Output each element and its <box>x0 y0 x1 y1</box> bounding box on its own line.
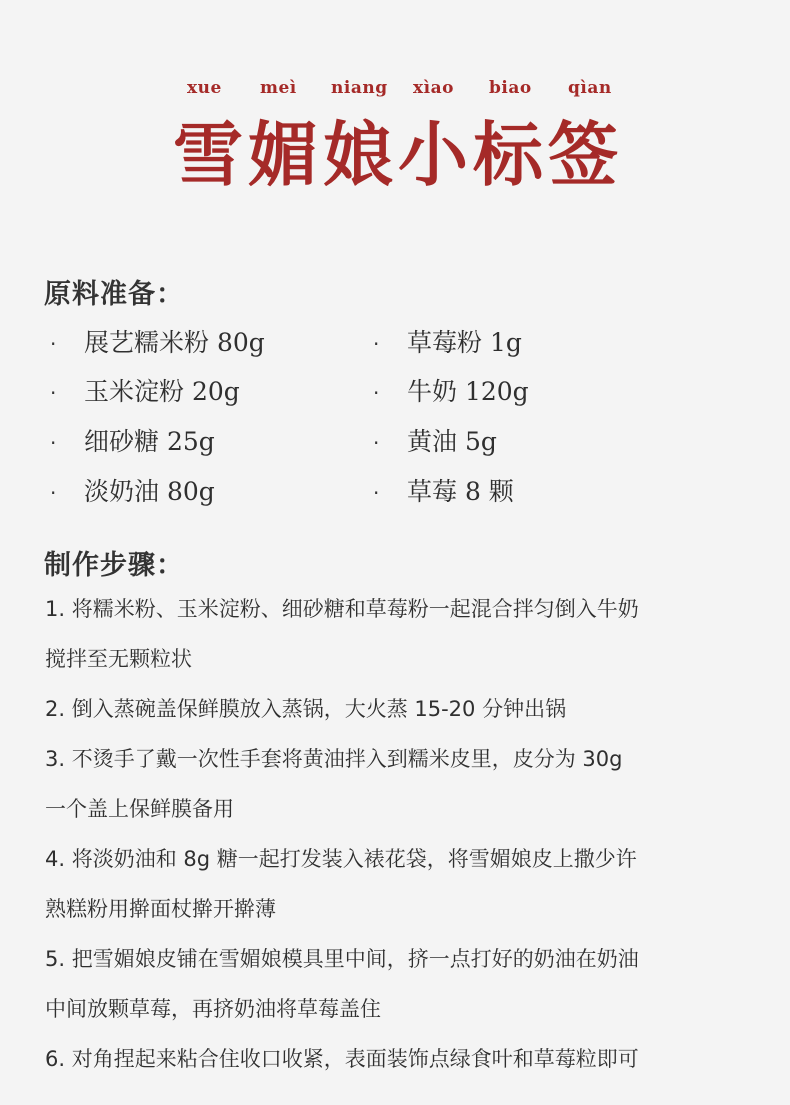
pinyin-xue: xue <box>187 78 222 98</box>
ingredient-item <box>373 326 522 361</box>
step-line: 1. 将糯米粉、玉米淀粉、细砂糖和草莓粉一起混合拌匀倒入牛奶 <box>45 597 639 621</box>
pinyin-xiao: xìao <box>413 78 454 98</box>
pinyin-qian: qìan <box>568 78 612 98</box>
ingredient-item <box>50 425 215 460</box>
ingredients-heading: 原料准备： <box>44 279 184 310</box>
ingredient-item <box>50 375 240 410</box>
title-char: 小 <box>398 114 468 196</box>
ingredient-item <box>373 375 529 410</box>
pinyin-mei: meì <box>260 78 297 98</box>
step-line: 4. 将淡奶油和 8g 糖一起打发装入裱花袋，将雪媚娘皮上撒少许 <box>45 847 637 871</box>
ingredient-text: 展艺糯米粉 80g <box>84 328 265 357</box>
bullet-dot: · <box>50 431 57 455</box>
bullet-dot: · <box>373 381 380 405</box>
page-title <box>0 110 790 200</box>
ingredient-text: 玉米淀粉 20g <box>84 377 240 406</box>
ingredient-item <box>50 326 265 361</box>
title-char: 媚 <box>248 114 318 196</box>
ingredient-text: 草莓 8 颗 <box>407 477 514 506</box>
bullet-dot: · <box>373 431 380 455</box>
title-char: 标 <box>473 114 543 196</box>
step-line: 搅拌至无颗粒状 <box>45 647 192 671</box>
ingredient-item <box>373 475 514 510</box>
ingredient-text: 牛奶 120g <box>407 377 529 406</box>
title-char: 雪 <box>173 114 243 196</box>
step-line: 5. 把雪媚娘皮铺在雪媚娘模具里中间，挤一点打好的奶油在奶油 <box>45 947 639 971</box>
steps-heading: 制作步骤： <box>44 550 184 581</box>
bullet-dot: · <box>50 381 57 405</box>
ingredient-text: 草莓粉 1g <box>407 328 522 357</box>
bullet-dot: · <box>50 481 57 505</box>
ingredient-item <box>50 475 215 510</box>
bullet-dot: · <box>373 332 380 356</box>
bullet-dot: · <box>373 481 380 505</box>
step-line: 中间放颗草莓，再挤奶油将草莓盖住 <box>45 997 381 1021</box>
title-char: 娘 <box>323 114 393 196</box>
step-line: 2. 倒入蒸碗盖保鲜膜放入蒸锅，大火蒸 15-20 分钟出锅 <box>45 697 567 721</box>
ingredient-text: 细砂糖 25g <box>84 427 215 456</box>
bullet-dot: · <box>50 332 57 356</box>
step-line: 3. 不烫手了戴一次性手套将黄油拌入到糯米皮里，皮分为 30g <box>45 747 623 771</box>
title-char: 签 <box>548 114 618 196</box>
step-line: 6. 对角捏起来粘合住收口收紧，表面装饰点绿食叶和草莓粒即可 <box>45 1047 639 1071</box>
ingredient-text: 黄油 5g <box>407 427 497 456</box>
pinyin-biao: biao <box>489 78 532 98</box>
ingredient-text: 淡奶油 80g <box>84 477 215 506</box>
ingredient-item <box>373 425 497 460</box>
step-line: 熟糕粉用擀面杖擀开擀薄 <box>45 897 276 921</box>
step-line: 一个盖上保鲜膜备用 <box>45 797 234 821</box>
pinyin-row <box>0 78 790 102</box>
pinyin-niang: niang <box>331 78 388 98</box>
